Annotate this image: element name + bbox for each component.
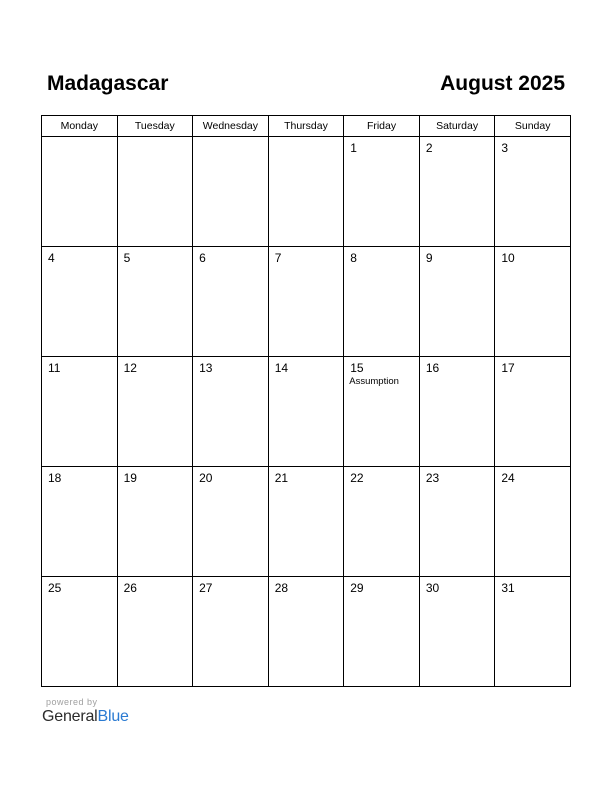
- day-cell: [344, 137, 420, 247]
- day-cell: [117, 577, 193, 687]
- day-cell: [117, 467, 193, 577]
- day-cell: [42, 467, 118, 577]
- day-number: 18: [48, 471, 62, 485]
- day-number: 17: [501, 361, 515, 375]
- day-cell: [495, 357, 571, 467]
- day-number: 20: [199, 471, 213, 485]
- country-title: Madagascar: [47, 72, 169, 95]
- day-cell: [495, 247, 571, 357]
- day-cell: [193, 357, 269, 467]
- day-cell: [42, 357, 118, 467]
- month-year-title: August 2025: [440, 72, 565, 95]
- day-number: 21: [274, 471, 289, 485]
- day-number: 2: [425, 141, 433, 155]
- day-cell: [268, 137, 344, 247]
- day-number: 28: [274, 581, 289, 595]
- week-row: [42, 137, 571, 247]
- day-number: 26: [123, 581, 137, 595]
- day-cell: [419, 247, 495, 357]
- day-cell: [117, 137, 193, 247]
- day-cell: [42, 577, 118, 687]
- day-number: [269, 137, 344, 141]
- day-cell: [419, 357, 495, 467]
- day-cell: [117, 247, 193, 357]
- holiday-label: Assumption: [349, 376, 399, 387]
- day-cell: [268, 357, 344, 467]
- calendar-grid: [41, 115, 571, 687]
- day-number: [193, 137, 268, 141]
- generalblue-logo[interactable]: [42, 708, 129, 726]
- day-cell: [117, 357, 193, 467]
- day-number: [42, 137, 117, 141]
- day-number: 1: [350, 141, 357, 155]
- day-cell: [344, 577, 420, 687]
- day-cell: [42, 137, 118, 247]
- day-cell: [419, 467, 495, 577]
- day-number: 23: [425, 471, 440, 485]
- day-number: 14: [274, 361, 289, 375]
- day-cell: [268, 577, 344, 687]
- day-cell: [344, 247, 420, 357]
- day-cell: [495, 467, 571, 577]
- day-number: 25: [48, 581, 62, 595]
- day-number: 4: [48, 251, 55, 265]
- day-cell: [268, 467, 344, 577]
- day-cell: [193, 467, 269, 577]
- day-cell: [268, 247, 344, 357]
- weekday-sunday: Sunday: [495, 116, 571, 137]
- day-number: 10: [501, 251, 515, 265]
- day-number: 15: [350, 361, 364, 375]
- week-row: [42, 467, 571, 577]
- day-number: 29: [350, 581, 364, 595]
- day-cell: [193, 137, 269, 247]
- weekday-monday: Monday: [42, 116, 118, 137]
- day-cell: [193, 247, 269, 357]
- day-number: 9: [425, 251, 433, 265]
- weekday-wednesday: Wednesday: [193, 116, 269, 137]
- day-number: 6: [199, 251, 206, 265]
- weekday-tuesday: Tuesday: [117, 116, 193, 137]
- brand-blue-text: Blue: [97, 708, 129, 725]
- day-number: 12: [123, 361, 137, 375]
- day-number: 16: [425, 361, 440, 375]
- day-number: 7: [274, 251, 282, 265]
- day-cell: [495, 577, 571, 687]
- day-number: 5: [123, 251, 131, 265]
- powered-by-text: powered by: [46, 697, 98, 707]
- day-number: 24: [501, 471, 515, 485]
- day-number: 11: [48, 361, 61, 375]
- week-row: [42, 247, 571, 357]
- brand-general-text: General: [42, 708, 98, 725]
- weekday-thursday: Thursday: [268, 116, 344, 137]
- day-number: 27: [199, 581, 213, 595]
- day-number: 3: [501, 141, 509, 155]
- day-number: 22: [350, 471, 364, 485]
- weekday-header-row: [42, 116, 571, 137]
- day-number: 19: [123, 471, 137, 485]
- day-number: 31: [501, 581, 515, 595]
- day-cell: [344, 467, 420, 577]
- weekday-saturday: Saturday: [419, 116, 495, 137]
- day-cell: [495, 137, 571, 247]
- week-row: [42, 577, 571, 687]
- day-cell: [419, 137, 495, 247]
- day-number: [118, 137, 193, 141]
- day-number: 13: [199, 361, 213, 375]
- day-cell-holiday: [344, 357, 420, 467]
- day-cell: [193, 577, 269, 687]
- day-cell: [419, 577, 495, 687]
- day-cell: [42, 247, 118, 357]
- weekday-friday: Friday: [344, 116, 420, 137]
- day-number: 30: [425, 581, 440, 595]
- week-row: [42, 357, 571, 467]
- day-number: 8: [350, 251, 357, 265]
